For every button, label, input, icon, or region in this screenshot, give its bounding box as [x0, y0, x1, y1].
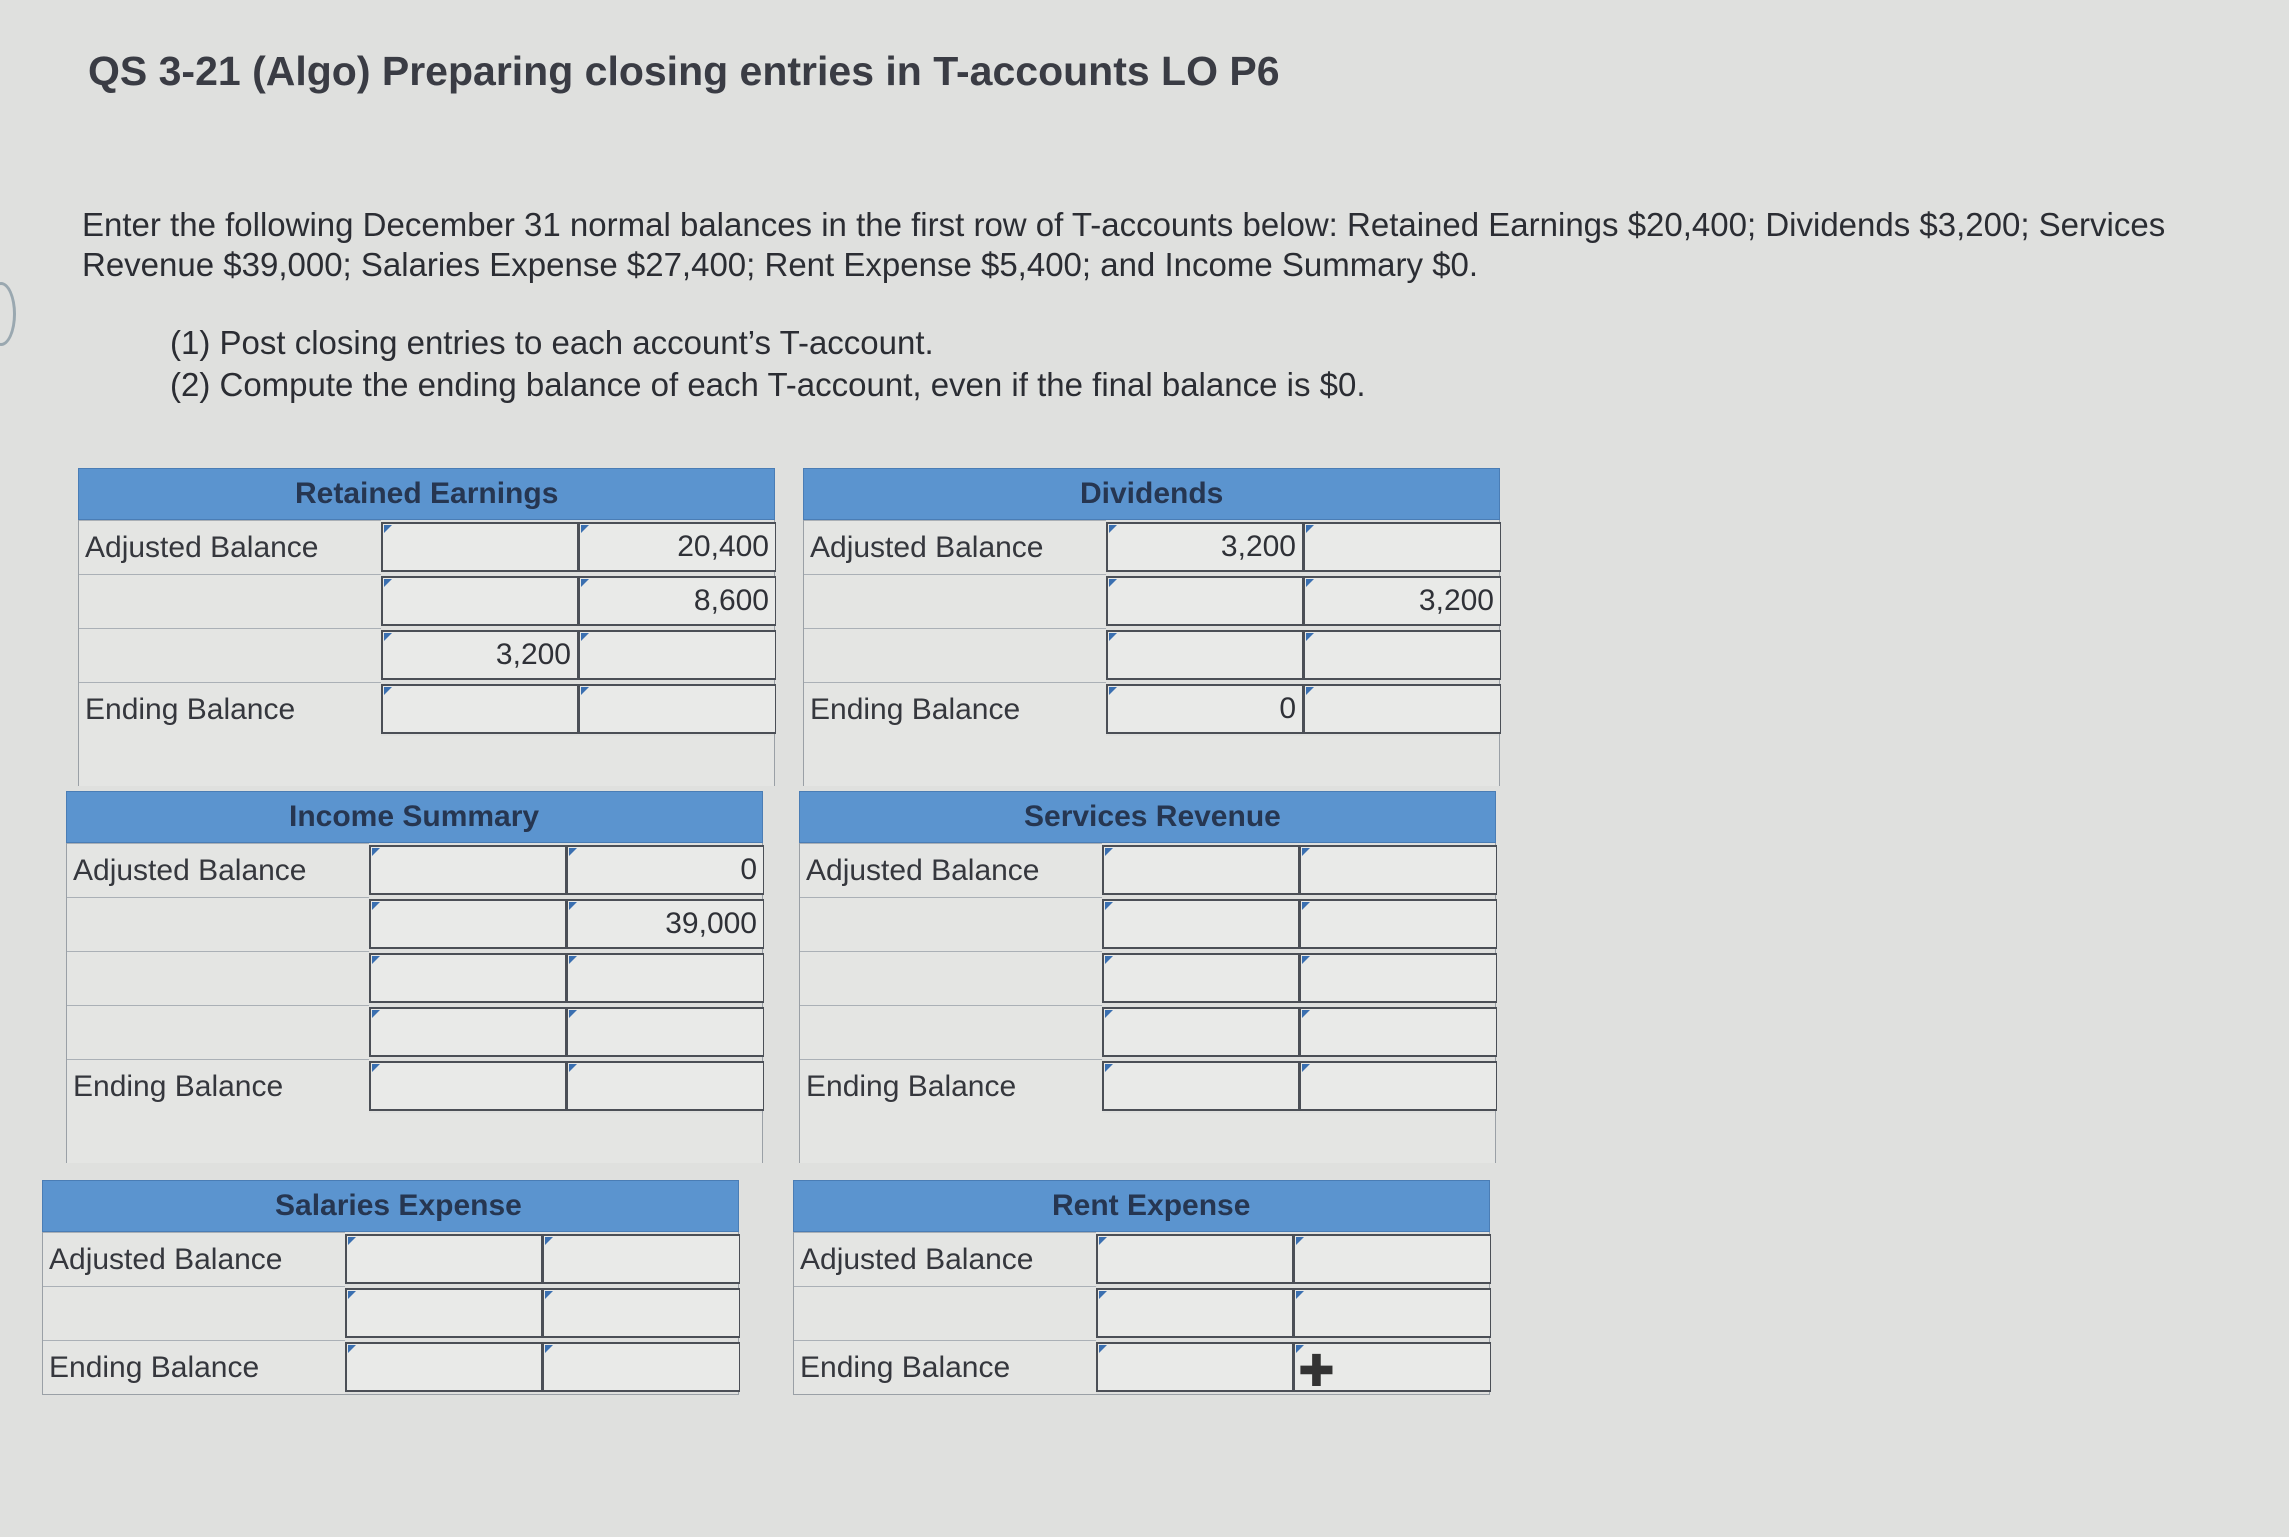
t-row [42, 1232, 739, 1286]
row-label: Adjusted Balance [804, 520, 1106, 574]
t-account-header: Income Summary [66, 791, 763, 843]
t-row [78, 682, 775, 736]
t-row [803, 682, 1500, 736]
credit-cell[interactable] [1303, 522, 1501, 572]
debit-cell[interactable] [369, 1007, 566, 1057]
debit-cell[interactable] [1102, 845, 1299, 895]
debit-cell[interactable] [381, 576, 578, 626]
t-account-income-summary [66, 791, 763, 1163]
t-row [799, 1059, 1496, 1113]
t-row [66, 951, 763, 1005]
credit-cell[interactable] [542, 1288, 740, 1338]
credit-cell[interactable] [566, 1007, 764, 1057]
credit-cell[interactable] [1303, 684, 1501, 734]
crosshair-cursor-icon: ✚ [1298, 1347, 1335, 1396]
t-account-services-revenue [799, 791, 1496, 1163]
debit-cell[interactable] [381, 522, 578, 572]
t-row [799, 843, 1496, 897]
debit-cell[interactable] [1096, 1288, 1293, 1338]
credit-cell[interactable]: 20,400 [578, 522, 776, 572]
credit-cell[interactable] [1299, 1061, 1497, 1111]
t-account-retained-earnings [78, 468, 775, 786]
debit-cell[interactable] [369, 1061, 566, 1111]
row-label: Adjusted Balance [67, 843, 369, 897]
t-row [793, 1340, 1490, 1395]
t-row [799, 951, 1496, 1005]
spacer [78, 736, 775, 786]
t-row [803, 628, 1500, 682]
credit-cell[interactable] [578, 630, 776, 680]
credit-cell[interactable]: 3,200 [1303, 576, 1501, 626]
credit-cell[interactable] [1303, 630, 1501, 680]
t-account-header: Retained Earnings [78, 468, 775, 520]
debit-cell[interactable] [1102, 1061, 1299, 1111]
row-label [800, 1005, 1102, 1059]
row-label [67, 951, 369, 1005]
debit-cell[interactable] [345, 1234, 542, 1284]
row-label: Ending Balance [67, 1059, 369, 1113]
t-row [42, 1286, 739, 1340]
spacer [66, 1113, 763, 1163]
debit-cell[interactable] [1102, 953, 1299, 1003]
steps-list [170, 322, 1366, 406]
row-label: Adjusted Balance [794, 1232, 1096, 1286]
t-row [799, 897, 1496, 951]
debit-cell[interactable]: 3,200 [1106, 522, 1303, 572]
debit-cell[interactable] [345, 1342, 542, 1392]
credit-cell[interactable] [566, 953, 764, 1003]
row-label [800, 951, 1102, 1005]
credit-cell[interactable]: 0 [566, 845, 764, 895]
t-row [803, 574, 1500, 628]
t-row [793, 1232, 1490, 1286]
credit-cell[interactable] [1299, 953, 1497, 1003]
debit-cell[interactable] [345, 1288, 542, 1338]
credit-cell[interactable]: 8,600 [578, 576, 776, 626]
debit-cell[interactable] [369, 953, 566, 1003]
credit-cell[interactable] [1293, 1234, 1491, 1284]
row-label: Ending Balance [804, 682, 1106, 736]
debit-cell[interactable] [381, 684, 578, 734]
t-account-header: Services Revenue [799, 791, 1496, 843]
t-account-header: Salaries Expense [42, 1180, 739, 1232]
t-row [793, 1286, 1490, 1340]
credit-cell[interactable]: 39,000 [566, 899, 764, 949]
spacer [799, 1113, 1496, 1163]
row-label: Ending Balance [79, 682, 381, 736]
row-label [794, 1286, 1096, 1340]
credit-cell[interactable] [1293, 1288, 1491, 1338]
t-account-dividends [803, 468, 1500, 786]
page-title: QS 3-21 (Algo) Preparing closing entries in T-accounts LO P6 [88, 48, 1280, 94]
t-account-header: Rent Expense [793, 1180, 1490, 1232]
credit-cell[interactable] [566, 1061, 764, 1111]
t-account-header: Dividends [803, 468, 1500, 520]
t-row [803, 520, 1500, 574]
row-label [804, 574, 1106, 628]
debit-cell[interactable]: 0 [1106, 684, 1303, 734]
t-row [799, 1005, 1496, 1059]
row-label: Adjusted Balance [43, 1232, 345, 1286]
scroll-marker [0, 282, 16, 346]
row-label: Ending Balance [800, 1059, 1102, 1113]
row-label [804, 628, 1106, 682]
step-1: (1) Post closing entries to each account’s T-account. [170, 324, 934, 361]
t-row [78, 574, 775, 628]
t-row [66, 843, 763, 897]
t-row [78, 520, 775, 574]
row-label [79, 628, 381, 682]
t-account-salaries-expense [42, 1180, 739, 1395]
t-row [66, 1005, 763, 1059]
debit-cell[interactable] [369, 845, 566, 895]
t-row [66, 897, 763, 951]
row-label [79, 574, 381, 628]
row-label: Ending Balance [43, 1340, 345, 1394]
credit-cell[interactable] [1299, 899, 1497, 949]
row-label [67, 897, 369, 951]
t-row [66, 1059, 763, 1113]
instructions-text: Enter the following December 31 normal balances in the first row of T-accounts below: Retained Earnings $20,400; Dividends $3,200; Services Revenue $39,000; Salaries Expense $27,400; Rent Expense $5,400; and Income Summary $0. [82, 206, 2166, 283]
step-2: (2) Compute the ending balance of each T-account, even if the final balance is $0. [170, 366, 1366, 403]
debit-cell[interactable] [1102, 899, 1299, 949]
t-account-rent-expense [793, 1180, 1490, 1395]
spacer [803, 736, 1500, 786]
row-label: Adjusted Balance [800, 843, 1102, 897]
row-label [43, 1286, 345, 1340]
t-row [78, 628, 775, 682]
credit-cell[interactable] [1299, 845, 1497, 895]
row-label [800, 897, 1102, 951]
debit-cell[interactable] [1106, 630, 1303, 680]
t-row [42, 1340, 739, 1395]
debit-cell[interactable] [1096, 1342, 1293, 1392]
debit-cell[interactable] [1106, 576, 1303, 626]
credit-cell[interactable] [578, 684, 776, 734]
credit-cell[interactable] [1299, 1007, 1497, 1057]
credit-cell[interactable] [542, 1234, 740, 1284]
row-label: Adjusted Balance [79, 520, 381, 574]
row-label [67, 1005, 369, 1059]
row-label: Ending Balance [794, 1340, 1096, 1394]
credit-cell[interactable] [542, 1342, 740, 1392]
debit-cell[interactable]: 3,200 [381, 630, 578, 680]
debit-cell[interactable] [369, 899, 566, 949]
debit-cell[interactable] [1096, 1234, 1293, 1284]
debit-cell[interactable] [1102, 1007, 1299, 1057]
